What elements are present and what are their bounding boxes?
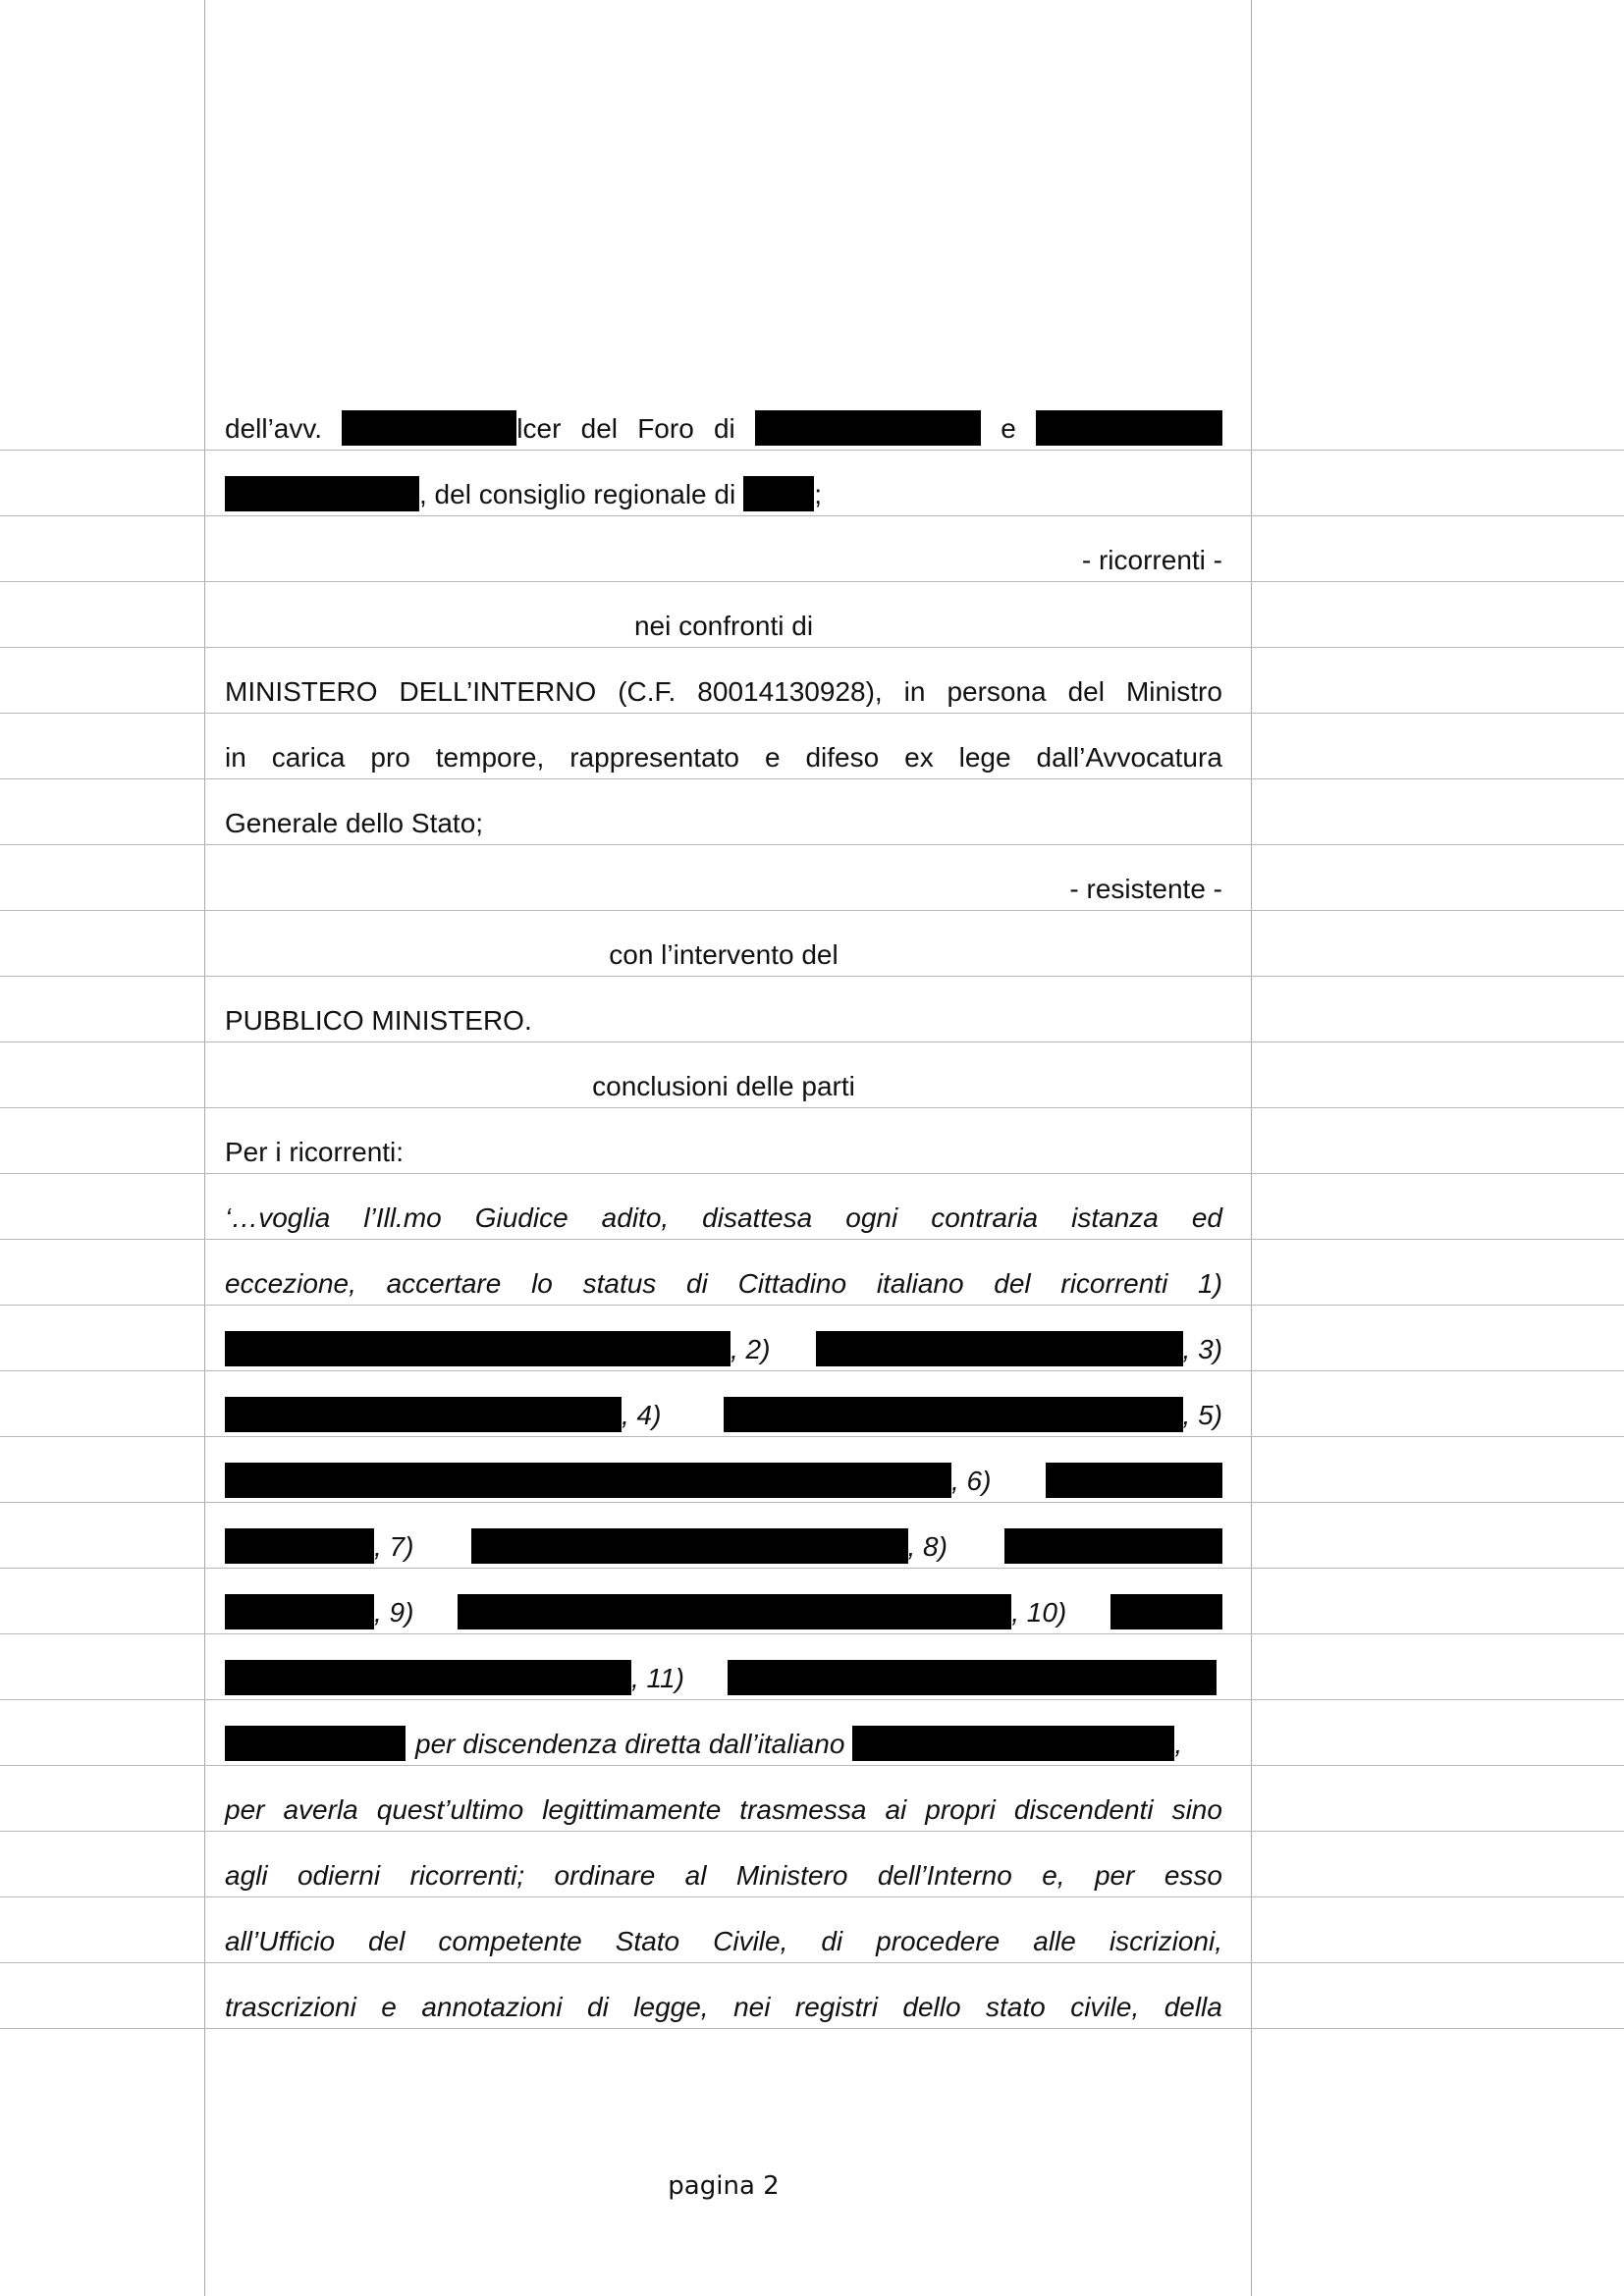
word: e (381, 1992, 397, 2022)
word: e (1001, 413, 1016, 444)
text-fragment: , 3) (1182, 1334, 1222, 1364)
redaction (225, 1463, 951, 1498)
section-label: nei confronti di (633, 611, 814, 641)
word: in (903, 676, 926, 707)
text-fragment: , 11) (631, 1663, 684, 1693)
text-line-21 (225, 1699, 1222, 1765)
text-fragment: per discendenza diretta dall’italiano (415, 1729, 845, 1759)
word: alle (1033, 1926, 1076, 1956)
text-line-8 (225, 844, 1222, 910)
word: civile, (1070, 1992, 1140, 2022)
word: in (225, 742, 246, 773)
word: persona (947, 676, 1047, 707)
word: nei (733, 1992, 771, 2022)
word: della (1164, 1992, 1222, 2022)
text-line-12 (225, 1107, 1222, 1173)
word: Ministro (1125, 676, 1222, 707)
word: DELL’INTERNO (399, 676, 597, 707)
text-line-6 (225, 713, 1222, 778)
text-fragment: Generale dello Stato; (225, 808, 484, 838)
redaction (225, 1660, 631, 1695)
word: lcer (516, 413, 562, 444)
redaction (225, 1726, 406, 1761)
word: Giudice (474, 1202, 568, 1233)
word: Stato (615, 1926, 680, 1956)
word: di (713, 413, 735, 444)
word: di (686, 1268, 708, 1299)
word: sino (1171, 1794, 1222, 1825)
word: legittimamente (542, 1794, 722, 1825)
word: accertare (386, 1268, 502, 1299)
word: registri (794, 1992, 878, 2022)
text-group (225, 1331, 770, 1366)
redaction (728, 1660, 1217, 1695)
text-fragment: ; (814, 479, 822, 509)
word: ‘…voglia (225, 1202, 331, 1233)
word: ordinare (554, 1860, 656, 1891)
word: trascrizioni (225, 1992, 356, 2022)
word: pro (370, 742, 410, 773)
left-margin-line (204, 0, 205, 2296)
redaction (743, 476, 814, 511)
word: italiano (876, 1268, 964, 1299)
word: tempore, (435, 742, 545, 773)
text-fragment: , (1174, 1729, 1183, 1759)
word: quest’ultimo (376, 1794, 524, 1825)
text-group (471, 1528, 947, 1564)
text-group (816, 1331, 1222, 1366)
word: legge, (633, 1992, 709, 2022)
text-line-13 (225, 1173, 1222, 1239)
word: (C.F. (618, 676, 677, 707)
word: per (225, 1794, 265, 1825)
word: propri (925, 1794, 996, 1825)
text-line-23 (225, 1831, 1222, 1896)
text-fragment: , del consiglio regionale di (419, 479, 736, 509)
word: ricorrenti; (409, 1860, 525, 1891)
word: averla (283, 1794, 358, 1825)
word: del (994, 1268, 1031, 1299)
word: trasmessa (739, 1794, 867, 1825)
redaction (724, 1397, 1183, 1432)
word: istanza (1071, 1202, 1159, 1233)
redaction (755, 410, 981, 446)
text-line-22 (225, 1765, 1222, 1831)
text-line-20 (225, 1633, 1222, 1699)
text-fragment: , 10) (1011, 1597, 1067, 1628)
word: discendenti (1013, 1794, 1154, 1825)
redaction (1004, 1528, 1222, 1564)
rule-line (0, 2028, 1624, 2029)
word: rappresentato (569, 742, 740, 773)
text-line-18 (225, 1502, 1222, 1568)
text-line-7 (225, 778, 1222, 844)
word: per (1094, 1860, 1135, 1891)
text-fragment: , 9) (374, 1597, 414, 1628)
text-fragment: , 8) (907, 1531, 947, 1562)
text-fragment: , 2) (731, 1334, 771, 1364)
text-line-15 (225, 1305, 1222, 1370)
word: l’Ill.mo (363, 1202, 442, 1233)
text-fragment: , 4) (622, 1400, 662, 1430)
word: MINISTERO (225, 676, 378, 707)
party-label-resistente: - resistente - (1069, 874, 1222, 904)
redaction (1046, 1463, 1222, 1498)
word: Ministero (735, 1860, 848, 1891)
word: Cittadino (737, 1268, 847, 1299)
redaction (225, 1397, 622, 1432)
word: ricorrenti (1060, 1268, 1168, 1299)
text-fragment: , 7) (374, 1531, 414, 1562)
text-line-9 (225, 910, 1222, 976)
word: e, (1042, 1860, 1065, 1891)
text-line-5 (225, 647, 1222, 713)
section-label: con l’intervento del (609, 939, 839, 970)
redaction (225, 1331, 731, 1366)
party-label-ricorrenti: - ricorrenti - (1081, 545, 1222, 575)
word: lege (958, 742, 1011, 773)
redaction (458, 1594, 1011, 1629)
word: all’Ufficio (225, 1926, 336, 1956)
redaction (225, 1528, 374, 1564)
word: disattesa (702, 1202, 813, 1233)
text-group (225, 1660, 684, 1695)
text-group (225, 1594, 413, 1629)
text-line-16 (225, 1370, 1222, 1436)
word: status (582, 1268, 657, 1299)
text-line-4 (225, 581, 1222, 647)
text-line-14 (225, 1239, 1222, 1305)
section-heading: conclusioni delle parti (592, 1071, 855, 1101)
redaction (225, 476, 419, 511)
word: di (821, 1926, 843, 1956)
word: ogni (845, 1202, 898, 1233)
text-line-2 (225, 450, 1222, 515)
text-line-3 (225, 515, 1222, 581)
text-fragment: Per i ricorrenti: (225, 1137, 405, 1167)
word: odierni (297, 1860, 381, 1891)
word: esso (1164, 1860, 1222, 1891)
word: ex (904, 742, 934, 773)
word: carica (271, 742, 346, 773)
text-line-10 (225, 976, 1222, 1041)
redaction (816, 1331, 1183, 1366)
word: dall’Avvocatura (1036, 742, 1222, 773)
text-group (724, 1397, 1222, 1432)
word: ed (1191, 1202, 1222, 1233)
word: del (580, 413, 618, 444)
text-group (225, 1463, 991, 1498)
redaction (1036, 410, 1222, 446)
word: dell’Interno (877, 1860, 1012, 1891)
text-line-25 (225, 1962, 1222, 2028)
attorney-name (342, 410, 561, 446)
text-fragment: , 6) (951, 1466, 992, 1496)
word: del (368, 1926, 406, 1956)
word: dell’avv. (225, 413, 323, 444)
text-fragment: , 5) (1182, 1400, 1222, 1430)
redaction (1110, 1594, 1222, 1629)
word: competente (438, 1926, 582, 1956)
word: eccezione, (225, 1268, 356, 1299)
word: al (684, 1860, 707, 1891)
redaction (225, 1594, 374, 1629)
word: ai (885, 1794, 907, 1825)
word: di (587, 1992, 609, 2022)
right-margin-line (1251, 0, 1252, 2296)
word: stato (986, 1992, 1046, 2022)
word: dello (902, 1992, 961, 2022)
word: iscrizioni, (1109, 1926, 1222, 1956)
page-number: pagina 2 (668, 2171, 780, 2201)
word: lo (531, 1268, 553, 1299)
word: Civile, (713, 1926, 788, 1956)
text-line-1 (225, 384, 1222, 450)
redaction (342, 410, 516, 446)
word: agli (225, 1860, 268, 1891)
word: procedere (876, 1926, 1001, 1956)
text-line-24 (225, 1896, 1222, 1962)
text-group (458, 1594, 1066, 1629)
text-line-17 (225, 1436, 1222, 1502)
redaction (471, 1528, 908, 1564)
word: contraria (931, 1202, 1039, 1233)
word: difeso (805, 742, 880, 773)
word: annotazioni (421, 1992, 563, 2022)
word: e (764, 742, 781, 773)
text-fragment: PUBBLICO MINISTERO. (225, 1005, 532, 1036)
word: adito, (601, 1202, 670, 1233)
word: 1) (1198, 1268, 1222, 1299)
text-line-19 (225, 1568, 1222, 1633)
text-group (225, 1528, 413, 1564)
word: Foro (637, 413, 694, 444)
word: del (1067, 676, 1105, 707)
redaction (852, 1726, 1174, 1761)
word: 80014130928), (697, 676, 883, 707)
text-group (225, 1397, 661, 1432)
text-line-11 (225, 1041, 1222, 1107)
